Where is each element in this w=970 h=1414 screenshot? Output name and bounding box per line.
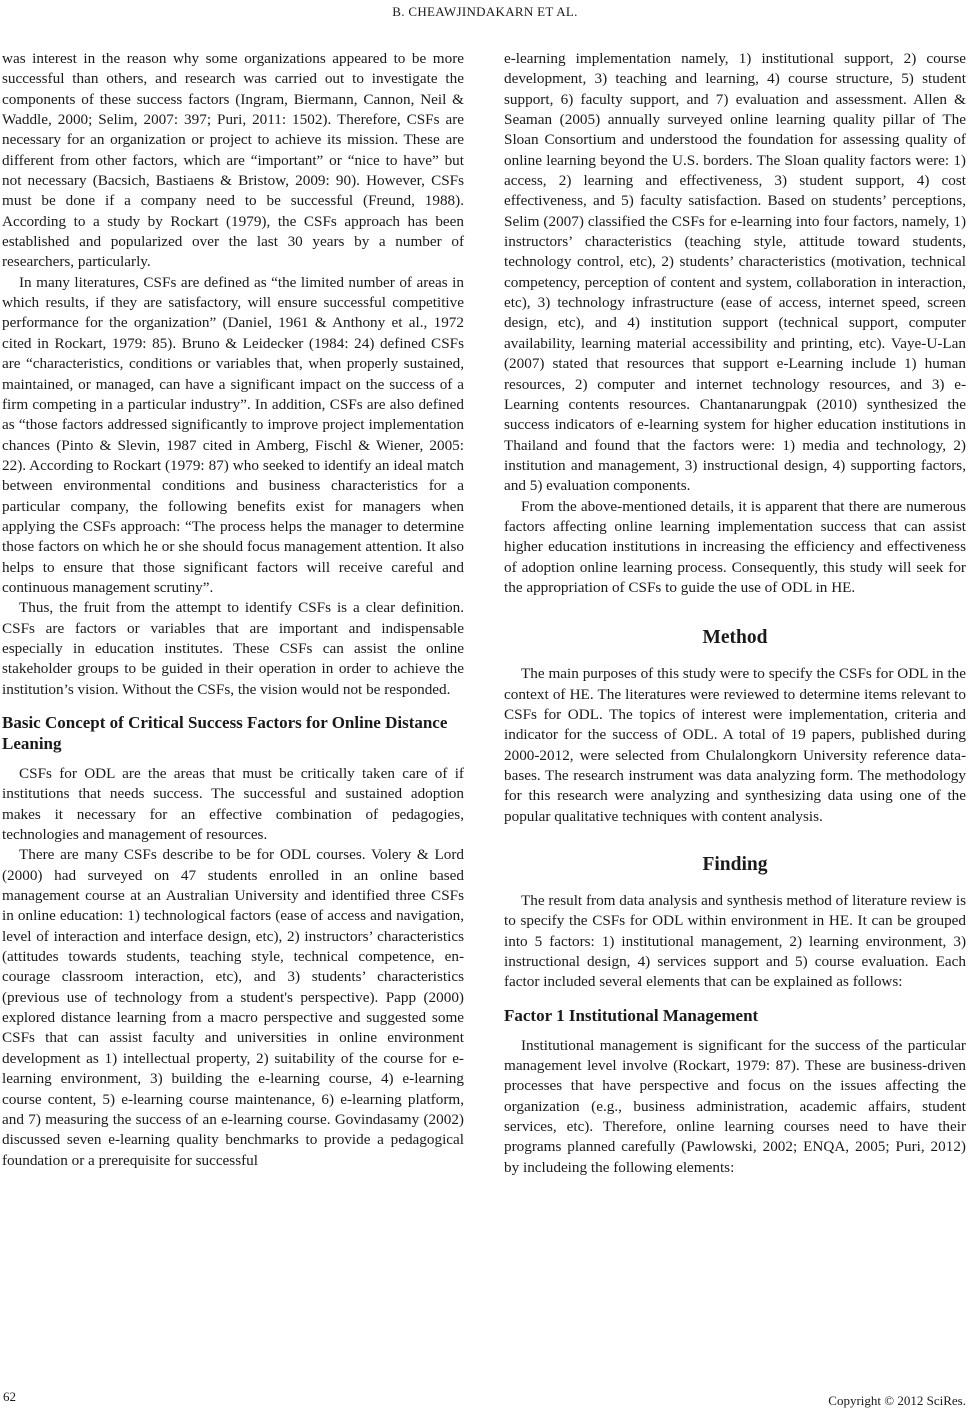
paragraph: In many literatures, CSFs are defined as “the limited number of areas in which results, if they are satisfactory, will ensure successful competitive performance for the organization” (Daniel, 1961 & Anthony et al., 1972 cited in Rockart, 1979: 85). Bruno & Leidecker (1984: 24) defined CSFs are “characteristics, conditions or variables that, when properly sustained, maintained, or managed, can have a significant impact on the success of a firm competing in a particular industry”. In addition, CSFs are also defined as “those factors addressed significantly to improve project implementation chances (Pinto & Slevin, 1987 cited in Amberg, Fischl & Wiener, 2005: 22). According to Rockart (1979: 87) who seeked to identify an ideal match between environmental conditions and business characteristics for a particular company, the following benefits exist for managers when applying the CSFs approach: “The process helps the manager to determine those factors on which he or she should focus management attention. It also helps to ensure that those significant factors will receive careful and continuous management scrutiny”. <box>2 273 464 596</box>
section-heading-basic-concept: Basic Concept of Critical Success Factors for Online Distance Leaning <box>2 713 448 753</box>
page-number: 62 <box>3 1389 16 1404</box>
section-heading-method: Method <box>702 627 768 649</box>
paragraph: There are many CSFs describe to be for ODL courses. Volery & Lord (2000) had surveyed on 47 students enrolled in an online based management course at an Australian University and identified three CSFs in online education: 1) technological factors (ease of access and navigation, level of interaction and interface design, etc), 2) instructors’ characteristics (attitudes towards students, teaching style, technical competence, encourage classroom interaction, etc), and 3) students’ characteristics (previous use of technology from a student's perspective). Papp (2000) explored distance learning from a macro perspective and suggested some CSFs that can assist faculty and universities in online environment development as 1) intellectual property, 2) suitability of the course for e-learning environment, 3) building the e-learning course, 4) e-learning course content, 5) e-learning course maintenance, 6) e-learning platform, and 7) measuring the success of an e-learning course. Govindasamy (2002) discussed seven e-learning quality benchmarks to provide a pedagogical foundation or a prerequisite for successful <box>2 846 464 1169</box>
paragraph: was interest in the reason why some organizations appeared to be more successful than others, and research was carried out to investigate the components of these success factors (Ingram, Biermann, Cannon, Neil & Waddle, 2000; Selim, 2007: 397; Puri, 2011: 1502). Therefore, CSFs are necessary for an organization or project to achieve its mission. These are different from other factors, which are “important” or “nice to have” but not necessary (Bacsich, Bastiaens & Bristow, 2009: 90). However, CSFs must be done if a company need to be successful (Freund, 1988). According to a study by Rockart (1979), the CSFs approach has been established and popularized over the last 30 years by a number of researchers, particularly. <box>2 50 464 271</box>
paragraph: The result from data analysis and synthesis method of literature review is to specify the CSFs for ODL within environment in HE. It can be grouped into 5 factors: 1) institutional management, 2) learning environment, 3) instructional design, 4) services support and 5) course evaluation. Each factor included several elements that can be explained as follows: <box>504 892 966 991</box>
paragraph: The main purposes of this study were to specify the CSFs for ODL in the context of HE. The literatures were reviewed to determine items relevant to CSFs for ODL. The topics of interest were implementation, criteria and indicator for the success of ODL. A total of 19 papers, published during 2000-2012, were selected from Chulalongkorn University reference databases. The research instrument was data analyzing form. The methodology for this research were analyzing and synthesizing data using one of the popular qualitative techniques with content analysis. <box>504 665 966 825</box>
copyright-notice: Copyright © 2012 SciRes. <box>828 1393 966 1408</box>
paragraph: From the above-mentioned details, it is apparent that there are numerous factors affecting online learning implementation success that can assist higher education institutions in increasing the efficiency and effectiveness of adoption online learning process. Consequently, this study will seek for the appropriation of CSFs to guide the use of ODL in HE. <box>504 497 966 596</box>
section-heading-factor-1: Factor 1 Institutional Management <box>504 1005 759 1025</box>
running-head: B. CHEAWJINDAKARN ET AL. <box>392 4 578 19</box>
left-column <box>2 49 464 1171</box>
right-column <box>504 49 966 1178</box>
paragraph: Thus, the fruit from the attempt to identify CSFs is a clear definition. CSFs are factors or variables that are important and indispensable especially in education institutes. These CSFs can assist the online stakeholder groups to be guided in their operation in order to achieve the institution’s vision. Without the CSFs, the vision would not be responded. <box>2 599 464 698</box>
paragraph: CSFs for ODL are the areas that must be critically taken care of if institutions that needs success. The successful and sustained adoption makes it necessary for an effective combination of pedagogies, technologies and management of resources. <box>2 765 464 844</box>
section-heading-finding: Finding <box>702 854 768 876</box>
paragraph: e-learning implementation namely, 1) institutional support, 2) course development, 3) teaching and learning, 4) course structure, 5) student support, 6) faculty support, and 7) evaluation and assessment. Allen & Seaman (2005) annually surveyed online learning quality pillar of The Sloan Consortium and understood the foundation for assessing quality of online learning beyond the U.S. borders. The Sloan quality factors were: 1) access, 2) learning and effectiveness, 3) student support, 4) cost effectiveness, and 5) faculty satisfaction. Based on students’ perceptions, Selim (2007) classified the CSFs for e-learning into four factors, namely, 1) instructors’ characteristics (teaching style, attitude toward students, technology control, etc), 2) students’ characteristics (motivation, technical competency, perception of content and system, collaboration in interaction, etc), 3) technology infrastructure (ease of access, internet speed, screen design, etc), and 4) institution support (technical support, computer availability, learning material accessibility and printing, etc). Vaye-U-Lan (2007) stated that resources that support e-Learning include 1) human resources, 2) computer and internet technology resources, and 3) e-Learning contents resources. Chantanarungpak (2010) synthesized the success indicators of e-learning system for higher education institutions in Thailand and found that the factors were: 1) media and technology, 2) institution and management, 3) instructional design, 4) supporting factors, and 5) evaluation components. <box>504 50 966 495</box>
paragraph: Institutional management is significant for the success of the particular management level involve (Rockart, 1979: 87). These are business-driven processes that have perspective and focus on the issues affecting the organization (e.g., business administration, academic affairs, student services, etc). Therefore, online learning courses need to have their programs planned carefully (Pawlowski, 2002; ENQA, 2005; Puri, 2012) by includeing the following elements: <box>504 1036 966 1176</box>
